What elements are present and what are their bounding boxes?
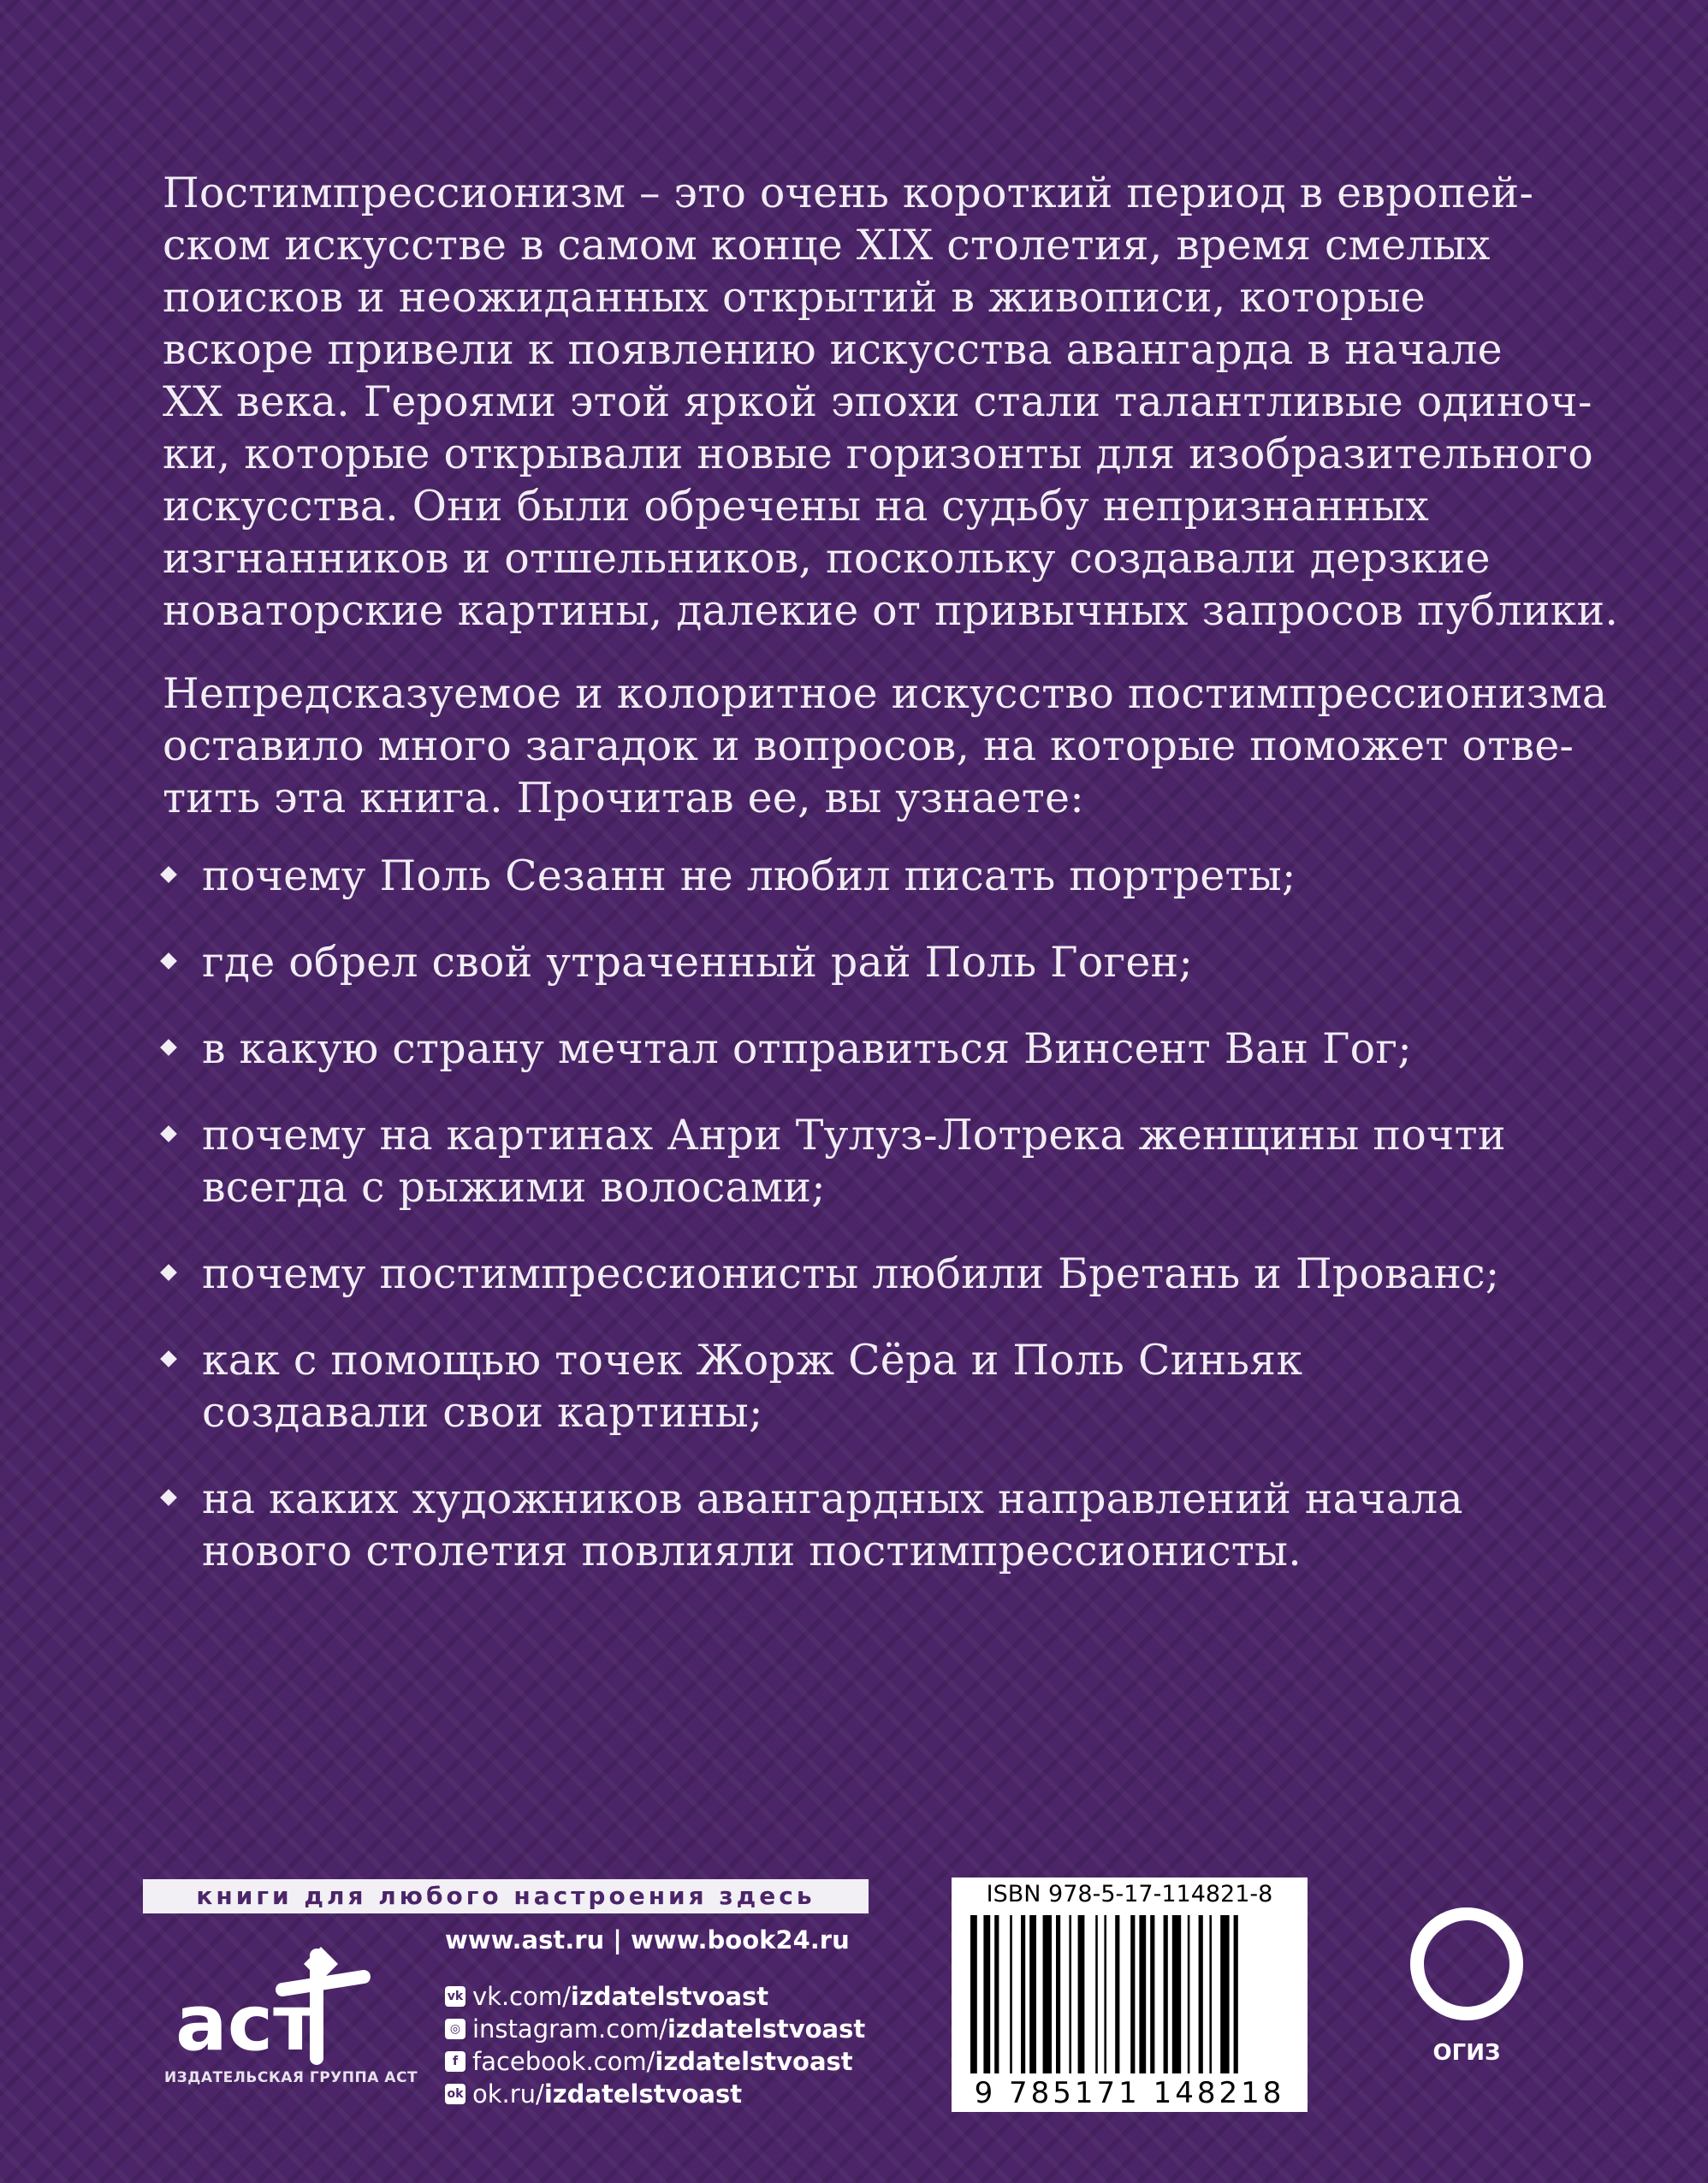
list-item [163, 850, 1549, 902]
barcode-icon [967, 1915, 1292, 2078]
social-handle: izdatelstvoast [543, 2079, 743, 2109]
isbn-number: ISBN 978-5-17-114821-8 [986, 1881, 1273, 1907]
text-line: всегда с рыжими волосами; [202, 1163, 826, 1212]
social-prefix: instagram.com/ [472, 2014, 667, 2044]
website-links[interactable]: www.ast.ru | www.book24.ru [445, 1925, 850, 1955]
barcode-bar [1010, 1915, 1012, 2073]
social-link-vk[interactable] [445, 1980, 865, 2013]
list-item [163, 1334, 1549, 1439]
list-item [163, 1248, 1549, 1300]
ogiz-logo-icon [1407, 1900, 1527, 2062]
list-item [163, 1109, 1549, 1213]
diamond-bullet-icon [160, 1039, 177, 1056]
list-item [163, 1473, 1549, 1577]
social-prefix: vk.com/ [472, 1982, 571, 2011]
facebook-icon: f [445, 2051, 466, 2072]
text-line: XX века. Героями этой яркой эпохи стали талантливые одиноч- [163, 377, 1592, 426]
diamond-bullet-icon [160, 952, 177, 970]
tagline-banner: книги для любого настроения здесь [143, 1879, 869, 1913]
contact-links [445, 1925, 865, 2110]
social-prefix: ok.ru/ [472, 2079, 544, 2109]
barcode-bar [1164, 1915, 1168, 2073]
list-item [163, 1023, 1549, 1075]
text-line: Постимпрессионизм – это очень короткий период в европей- [163, 169, 1534, 217]
diamond-bullet-icon [160, 1489, 177, 1506]
barcode-bar [1150, 1915, 1154, 2073]
diamond-bullet-icon [160, 866, 177, 883]
text-line: на каких художников авангардных направлений начала [202, 1474, 1463, 1523]
social-handle: izdatelstvoast [667, 2014, 866, 2044]
barcode-bar [1095, 1915, 1098, 2073]
text-line: изгнанников и отшельников, поскольку создавали дерзкие [163, 534, 1491, 583]
publisher-group-label: ИЗДАТЕЛЬСКАЯ ГРУППА АСТ [163, 2069, 418, 2086]
text-line: вскоре привели к появлению искусства авангарда в начале [163, 325, 1503, 374]
text-line: оставило много загадок и вопросов, на которые поможет отве- [163, 721, 1575, 770]
bullet-list [163, 850, 1549, 1577]
text-line: почему на картинах Анри Тулуз-Лотрека женщины почти [202, 1111, 1506, 1160]
barcode-bar [1220, 1915, 1229, 2073]
ast-logo-text: аст [175, 1978, 318, 2067]
text-line: новаторские картины, далекие от привычных запросов публики. [163, 586, 1619, 635]
text-line: почему Поль Сезанн не любил писать портреты; [202, 851, 1296, 900]
barcode-bar [1199, 1915, 1203, 2073]
barcode-bar [994, 1915, 999, 2073]
barcode-bar [970, 1915, 977, 2073]
diamond-bullet-icon [160, 1125, 177, 1142]
barcode-bar [1043, 1915, 1052, 2073]
social-handle: izdatelstvoast [655, 2047, 853, 2076]
barcode-bar [1234, 1915, 1238, 2073]
instagram-icon: ◎ [445, 2019, 466, 2039]
social-link-instagram[interactable] [445, 2013, 865, 2045]
diamond-bullet-icon [160, 1350, 177, 1367]
barcode-bar [1078, 1915, 1085, 2073]
barcode-bar [1139, 1915, 1146, 2073]
text-line: ском искусстве в самом конце XIX столетия, время смелых [163, 221, 1491, 270]
text-line: ки, которые открывали новые горизонты для изобразительного [163, 430, 1593, 478]
barcode-bar [1029, 1915, 1036, 2073]
barcode-panel [952, 1877, 1308, 2112]
list-item [163, 936, 1549, 988]
barcode-bar [1069, 1915, 1071, 2073]
description-text [163, 167, 1619, 1611]
barcode-digits: 9 785171 148218 [974, 2076, 1285, 2110]
social-link-ok[interactable] [445, 2078, 865, 2110]
social-handle: izdatelstvoast [570, 1982, 769, 2011]
vk-icon: vk [445, 1986, 466, 2007]
barcode-bar [1209, 1915, 1212, 2073]
text-line: где обрел свой утраченный рай Поль Гоген; [202, 938, 1194, 987]
barcode-bar [1188, 1915, 1190, 2073]
social-link-facebook[interactable] [445, 2045, 865, 2078]
social-prefix: facebook.com/ [472, 2047, 655, 2076]
text-line: как с помощью точек Жорж Сёра и Поль Синьяк [202, 1336, 1303, 1385]
barcode-bar [1104, 1915, 1106, 2073]
intro-paragraph-2 [163, 667, 1608, 824]
text-line: почему постимпрессионисты любили Бретань и Прованс; [202, 1249, 1500, 1298]
ogiz-label: ОГИЗ [1432, 2040, 1501, 2066]
barcode-bar [1172, 1915, 1181, 2073]
text-line: поисков и неожиданных открытий в живописи, которые [163, 273, 1426, 322]
barcode-bar [1115, 1915, 1119, 2073]
ast-logo-icon [171, 1938, 394, 2067]
text-line: нового столетия повлияли постимпрессионисты. [202, 1527, 1302, 1575]
text-line: создавали свои картины; [202, 1388, 763, 1437]
ok-icon: ok [445, 2084, 466, 2104]
text-line: тить эта книга. Прочитав ее, вы узнаете: [163, 774, 1084, 822]
barcode-bar [1021, 1915, 1025, 2073]
diamond-bullet-icon [160, 1264, 177, 1281]
text-line: Непредсказуемое и колоритное искусство постимпрессионизма [163, 669, 1608, 718]
text-line: в какую страну мечтал отправиться Винсент Ван Гог; [202, 1024, 1412, 1073]
text-line: искусства. Они были обречены на судьбу непризнанных [163, 482, 1429, 531]
barcode-bar [1056, 1915, 1060, 2073]
barcode-bar [1130, 1915, 1135, 2073]
intro-paragraph-1 [163, 167, 1619, 637]
barcode-bar [983, 1915, 990, 2073]
